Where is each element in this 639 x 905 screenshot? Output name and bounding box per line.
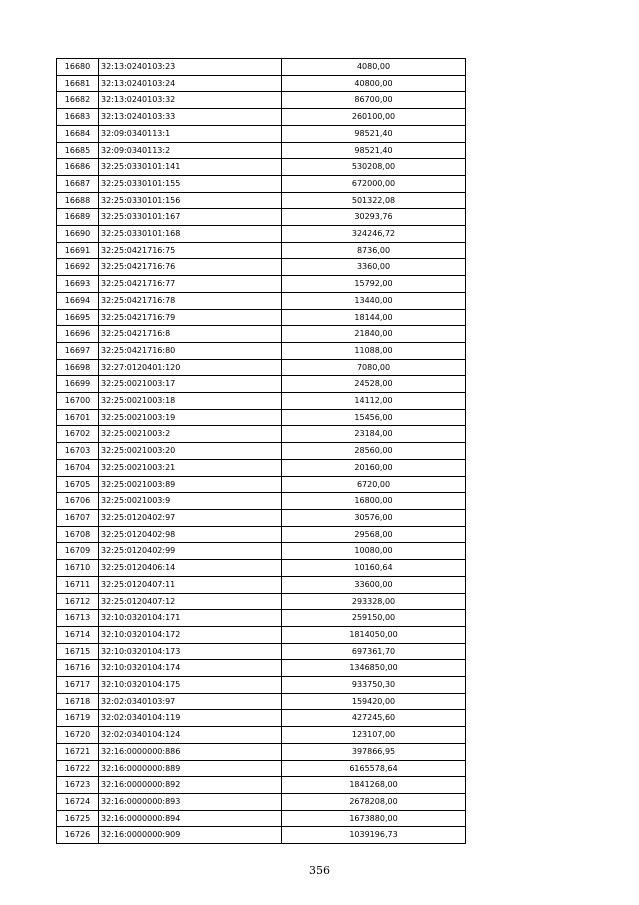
cadastral-value-cell: 13440,00	[282, 292, 466, 309]
table-row	[57, 693, 466, 710]
cadastral-value-cell: 18144,00	[282, 309, 466, 326]
table-row	[57, 259, 466, 276]
cadastral-number-cell: 32:25:0021003:19	[99, 409, 282, 426]
table-row	[57, 543, 466, 560]
row-number-cell: 16685	[57, 142, 99, 159]
table-body	[57, 59, 466, 844]
table-row	[57, 359, 466, 376]
cadastral-value-cell: 29568,00	[282, 526, 466, 543]
row-number-cell: 16689	[57, 209, 99, 226]
row-number-cell: 16719	[57, 710, 99, 727]
cadastral-value-cell: 33600,00	[282, 576, 466, 593]
table-row	[57, 810, 466, 827]
table-row	[57, 643, 466, 660]
table-row	[57, 242, 466, 259]
row-number-cell: 16690	[57, 226, 99, 243]
row-number-cell: 16715	[57, 643, 99, 660]
cadastral-value-cell: 427245,60	[282, 710, 466, 727]
row-number-cell: 16686	[57, 159, 99, 176]
table-row	[57, 125, 466, 142]
cadastral-number-cell: 32:10:0320104:171	[99, 610, 282, 627]
cadastral-value-cell: 10080,00	[282, 543, 466, 560]
row-number-cell: 16718	[57, 693, 99, 710]
row-number-cell: 16695	[57, 309, 99, 326]
row-number-cell: 16687	[57, 175, 99, 192]
cadastral-value-cell: 1673880,00	[282, 810, 466, 827]
cadastral-value-cell: 1814050,00	[282, 626, 466, 643]
row-number-cell: 16724	[57, 793, 99, 810]
table-row	[57, 59, 466, 76]
row-number-cell: 16698	[57, 359, 99, 376]
cadastral-number-cell: 32:25:0421716:75	[99, 242, 282, 259]
table-row	[57, 276, 466, 293]
cadastral-value-cell: 293328,00	[282, 593, 466, 610]
cadastral-number-cell: 32:13:0240103:33	[99, 109, 282, 126]
cadastral-number-cell: 32:10:0320104:173	[99, 643, 282, 660]
cadastral-number-cell: 32:16:0000000:894	[99, 810, 282, 827]
cadastral-number-cell: 32:16:0000000:889	[99, 760, 282, 777]
cadastral-value-cell: 24528,00	[282, 376, 466, 393]
table-row	[57, 493, 466, 510]
table-row	[57, 443, 466, 460]
cadastral-value-cell: 260100,00	[282, 109, 466, 126]
cadastral-value-cell: 11088,00	[282, 342, 466, 359]
table-row	[57, 409, 466, 426]
table-row	[57, 677, 466, 694]
table-row	[57, 476, 466, 493]
row-number-cell: 16725	[57, 810, 99, 827]
table-row	[57, 75, 466, 92]
row-number-cell: 16708	[57, 526, 99, 543]
cadastral-number-cell: 32:25:0120402:98	[99, 526, 282, 543]
cadastral-number-cell: 32:25:0421716:76	[99, 259, 282, 276]
row-number-cell: 16699	[57, 376, 99, 393]
table-row	[57, 292, 466, 309]
cadastral-value-cell: 530208,00	[282, 159, 466, 176]
row-number-cell: 16709	[57, 543, 99, 560]
cadastral-number-cell: 32:25:0021003:9	[99, 493, 282, 510]
cadastral-number-cell: 32:25:0330101:168	[99, 226, 282, 243]
cadastral-number-cell: 32:09:0340113:2	[99, 142, 282, 159]
cadastral-number-cell: 32:02:0340104:124	[99, 727, 282, 744]
cadastral-value-cell: 15456,00	[282, 409, 466, 426]
row-number-cell: 16688	[57, 192, 99, 209]
row-number-cell: 16707	[57, 509, 99, 526]
row-number-cell: 16723	[57, 777, 99, 794]
row-number-cell: 16703	[57, 443, 99, 460]
row-number-cell: 16711	[57, 576, 99, 593]
cadastral-value-cell: 98521,40	[282, 125, 466, 142]
table-row	[57, 777, 466, 794]
cadastral-number-cell: 32:25:0021003:18	[99, 393, 282, 410]
table-row	[57, 393, 466, 410]
row-number-cell: 16681	[57, 75, 99, 92]
cadastral-number-cell: 32:16:0000000:893	[99, 793, 282, 810]
row-number-cell: 16692	[57, 259, 99, 276]
row-number-cell: 16700	[57, 393, 99, 410]
cadastral-number-cell: 32:10:0320104:172	[99, 626, 282, 643]
cadastral-number-cell: 32:25:0421716:78	[99, 292, 282, 309]
cadastral-number-cell: 32:25:0120402:97	[99, 509, 282, 526]
cadastral-number-cell: 32:25:0120402:99	[99, 543, 282, 560]
cadastral-number-cell: 32:25:0330101:141	[99, 159, 282, 176]
table-row	[57, 793, 466, 810]
cadastral-number-cell: 32:09:0340113:1	[99, 125, 282, 142]
row-number-cell: 16694	[57, 292, 99, 309]
row-number-cell: 16716	[57, 660, 99, 677]
table-row	[57, 710, 466, 727]
table-row	[57, 209, 466, 226]
row-number-cell: 16705	[57, 476, 99, 493]
row-number-cell: 16696	[57, 326, 99, 343]
cadastral-value-cell: 397866,95	[282, 743, 466, 760]
cadastral-number-cell: 32:25:0021003:2	[99, 426, 282, 443]
cadastral-value-cell: 123107,00	[282, 727, 466, 744]
cadastral-value-cell: 20160,00	[282, 459, 466, 476]
table-row	[57, 526, 466, 543]
cadastral-value-cell: 6165578,64	[282, 760, 466, 777]
cadastral-value-cell: 259150,00	[282, 610, 466, 627]
cadastral-number-cell: 32:13:0240103:23	[99, 59, 282, 76]
cadastral-number-cell: 32:27:0120401:120	[99, 359, 282, 376]
cadastral-number-cell: 32:13:0240103:24	[99, 75, 282, 92]
row-number-cell: 16706	[57, 493, 99, 510]
cadastral-value-cell: 933750,30	[282, 677, 466, 694]
cadastral-value-cell: 21840,00	[282, 326, 466, 343]
cadastral-value-cell: 98521,40	[282, 142, 466, 159]
table-row	[57, 827, 466, 844]
cadastral-value-cell: 3360,00	[282, 259, 466, 276]
row-number-cell: 16713	[57, 610, 99, 627]
table-row	[57, 309, 466, 326]
cadastral-value-cell: 1039196,73	[282, 827, 466, 844]
cadastral-number-cell: 32:25:0021003:89	[99, 476, 282, 493]
row-number-cell: 16710	[57, 560, 99, 577]
cadastral-number-cell: 32:25:0021003:17	[99, 376, 282, 393]
row-number-cell: 16682	[57, 92, 99, 109]
cadastral-value-cell: 1841268,00	[282, 777, 466, 794]
cadastral-number-cell: 32:02:0340104:119	[99, 710, 282, 727]
table-row	[57, 109, 466, 126]
cadastral-number-cell: 32:10:0320104:174	[99, 660, 282, 677]
row-number-cell: 16726	[57, 827, 99, 844]
cadastral-value-cell: 10160,64	[282, 560, 466, 577]
table-row	[57, 610, 466, 627]
cadastral-number-cell: 32:25:0330101:167	[99, 209, 282, 226]
table-row	[57, 142, 466, 159]
cadastral-value-cell: 1346850,00	[282, 660, 466, 677]
cadastral-value-cell: 28560,00	[282, 443, 466, 460]
table-row	[57, 226, 466, 243]
cadastral-number-cell: 32:25:0021003:20	[99, 443, 282, 460]
row-number-cell: 16701	[57, 409, 99, 426]
cadastral-number-cell: 32:25:0330101:156	[99, 192, 282, 209]
table-row	[57, 159, 466, 176]
table-row	[57, 426, 466, 443]
row-number-cell: 16704	[57, 459, 99, 476]
cadastral-number-cell: 32:25:0330101:155	[99, 175, 282, 192]
cadastral-value-cell: 2678208,00	[282, 793, 466, 810]
table-row	[57, 175, 466, 192]
table-row	[57, 92, 466, 109]
cadastral-number-cell: 32:25:0421716:77	[99, 276, 282, 293]
cadastral-value-cell: 159420,00	[282, 693, 466, 710]
cadastral-value-table	[56, 58, 466, 844]
cadastral-value-cell: 324246,72	[282, 226, 466, 243]
row-number-cell: 16720	[57, 727, 99, 744]
cadastral-value-cell: 23184,00	[282, 426, 466, 443]
cadastral-value-cell: 6720,00	[282, 476, 466, 493]
row-number-cell: 16680	[57, 59, 99, 76]
page-number: 356	[309, 864, 330, 877]
row-number-cell: 16683	[57, 109, 99, 126]
cadastral-number-cell: 32:25:0120407:12	[99, 593, 282, 610]
table-row	[57, 727, 466, 744]
cadastral-value-cell: 15792,00	[282, 276, 466, 293]
table-row	[57, 459, 466, 476]
row-number-cell: 16714	[57, 626, 99, 643]
cadastral-number-cell: 32:16:0000000:886	[99, 743, 282, 760]
cadastral-value-cell: 697361,70	[282, 643, 466, 660]
cadastral-number-cell: 32:02:0340103:97	[99, 693, 282, 710]
cadastral-value-cell: 86700,00	[282, 92, 466, 109]
cadastral-number-cell: 32:25:0021003:21	[99, 459, 282, 476]
row-number-cell: 16691	[57, 242, 99, 259]
table-row	[57, 660, 466, 677]
table-row	[57, 342, 466, 359]
table-row	[57, 192, 466, 209]
cadastral-value-cell: 672000,00	[282, 175, 466, 192]
cadastral-value-cell: 14112,00	[282, 393, 466, 410]
table-row	[57, 509, 466, 526]
table-row	[57, 576, 466, 593]
row-number-cell: 16721	[57, 743, 99, 760]
cadastral-value-cell: 16800,00	[282, 493, 466, 510]
cadastral-number-cell: 32:10:0320104:175	[99, 677, 282, 694]
cadastral-number-cell: 32:16:0000000:909	[99, 827, 282, 844]
table-row	[57, 326, 466, 343]
cadastral-number-cell: 32:16:0000000:892	[99, 777, 282, 794]
cadastral-value-cell: 4080,00	[282, 59, 466, 76]
row-number-cell: 16693	[57, 276, 99, 293]
cadastral-value-cell: 30576,00	[282, 509, 466, 526]
row-number-cell: 16697	[57, 342, 99, 359]
cadastral-number-cell: 32:25:0421716:79	[99, 309, 282, 326]
table-row	[57, 376, 466, 393]
table-row	[57, 560, 466, 577]
cadastral-number-cell: 32:25:0421716:80	[99, 342, 282, 359]
cadastral-value-cell: 501322,08	[282, 192, 466, 209]
cadastral-value-cell: 7080,00	[282, 359, 466, 376]
table-row	[57, 626, 466, 643]
table-row	[57, 743, 466, 760]
cadastral-value-cell: 8736,00	[282, 242, 466, 259]
cadastral-number-cell: 32:13:0240103:32	[99, 92, 282, 109]
table-row	[57, 760, 466, 777]
row-number-cell: 16712	[57, 593, 99, 610]
row-number-cell: 16722	[57, 760, 99, 777]
row-number-cell: 16702	[57, 426, 99, 443]
cadastral-value-cell: 40800,00	[282, 75, 466, 92]
cadastral-value-cell: 30293,76	[282, 209, 466, 226]
cadastral-number-cell: 32:25:0421716:8	[99, 326, 282, 343]
cadastral-number-cell: 32:25:0120406:14	[99, 560, 282, 577]
cadastral-number-cell: 32:25:0120407:11	[99, 576, 282, 593]
row-number-cell: 16684	[57, 125, 99, 142]
table-row	[57, 593, 466, 610]
row-number-cell: 16717	[57, 677, 99, 694]
